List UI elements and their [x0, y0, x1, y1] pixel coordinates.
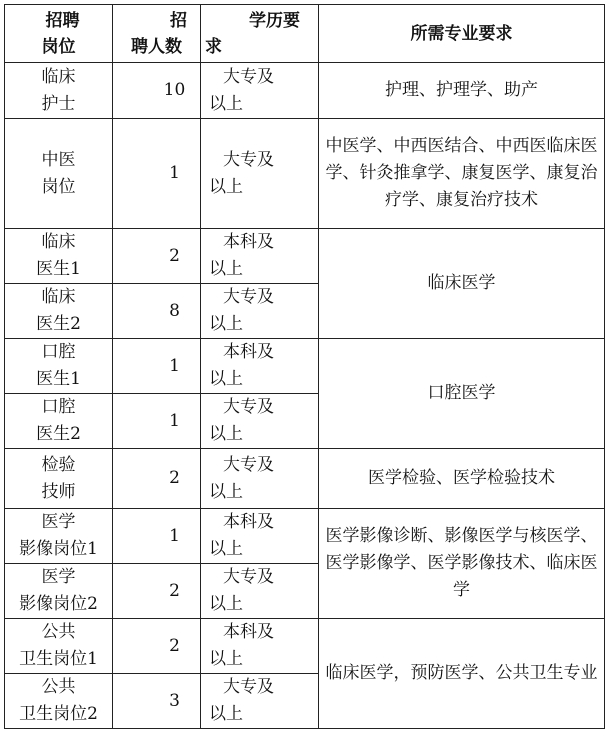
- education-cell: 本科及 以上: [201, 339, 319, 394]
- count-cell: 1: [113, 394, 201, 449]
- position-cell: 医学 影像岗位2: [5, 564, 113, 619]
- position-cell: 口腔 医生2: [5, 394, 113, 449]
- table-row: [5, 229, 605, 284]
- table-row: [5, 119, 605, 229]
- count-cell: 1: [113, 119, 201, 229]
- major-cell: 临床医学，预防医学、公共卫生专业: [319, 619, 605, 729]
- count-cell: 10: [113, 63, 201, 119]
- table-row: [5, 339, 605, 394]
- major-cell: 医学影像诊断、影像医学与核医学、医学影像学、医学影像技术、临床医学: [319, 509, 605, 619]
- header-major: 所需专业要求: [319, 5, 605, 63]
- position-cell: 临床 护士: [5, 63, 113, 119]
- position-cell: 临床 医生1: [5, 229, 113, 284]
- count-cell: 1: [113, 509, 201, 564]
- position-cell: 医学 影像岗位1: [5, 509, 113, 564]
- header-count: 招 聘人数: [113, 5, 201, 63]
- count-cell: 2: [113, 229, 201, 284]
- position-cell: 中医 岗位: [5, 119, 113, 229]
- education-cell: 大专及 以上: [201, 674, 319, 729]
- table-header-row: [5, 5, 605, 63]
- recruitment-table: [4, 4, 605, 729]
- position-cell: 公共 卫生岗位2: [5, 674, 113, 729]
- position-cell: 口腔 医生1: [5, 339, 113, 394]
- education-cell: 大专及 以上: [201, 564, 319, 619]
- position-cell: 检验 技师: [5, 449, 113, 509]
- table-row: [5, 509, 605, 564]
- education-cell: 本科及 以上: [201, 619, 319, 674]
- position-cell: 公共 卫生岗位1: [5, 619, 113, 674]
- count-cell: 2: [113, 564, 201, 619]
- table-row: [5, 449, 605, 509]
- education-cell: 大专及 以上: [201, 449, 319, 509]
- education-cell: 大专及 以上: [201, 394, 319, 449]
- education-cell: 本科及 以上: [201, 229, 319, 284]
- count-cell: 2: [113, 449, 201, 509]
- education-cell: 大专及 以上: [201, 284, 319, 339]
- count-cell: 3: [113, 674, 201, 729]
- major-cell: 护理、护理学、助产: [319, 63, 605, 119]
- education-cell: 本科及 以上: [201, 509, 319, 564]
- count-cell: 1: [113, 339, 201, 394]
- education-cell: 大专及 以上: [201, 63, 319, 119]
- major-cell: 医学检验、医学检验技术: [319, 449, 605, 509]
- table-row: [5, 63, 605, 119]
- count-cell: 8: [113, 284, 201, 339]
- major-cell: 口腔医学: [319, 339, 605, 449]
- header-education: 学历要 求: [201, 5, 319, 63]
- table-row: [5, 619, 605, 674]
- major-cell: 中医学、中西医结合、中西医临床医学、针灸推拿学、康复医学、康复治疗学、康复治疗技术: [319, 119, 605, 229]
- header-position: 招聘 岗位: [5, 5, 113, 63]
- position-cell: 临床 医生2: [5, 284, 113, 339]
- count-cell: 2: [113, 619, 201, 674]
- education-cell: 大专及 以上: [201, 119, 319, 229]
- major-cell: 临床医学: [319, 229, 605, 339]
